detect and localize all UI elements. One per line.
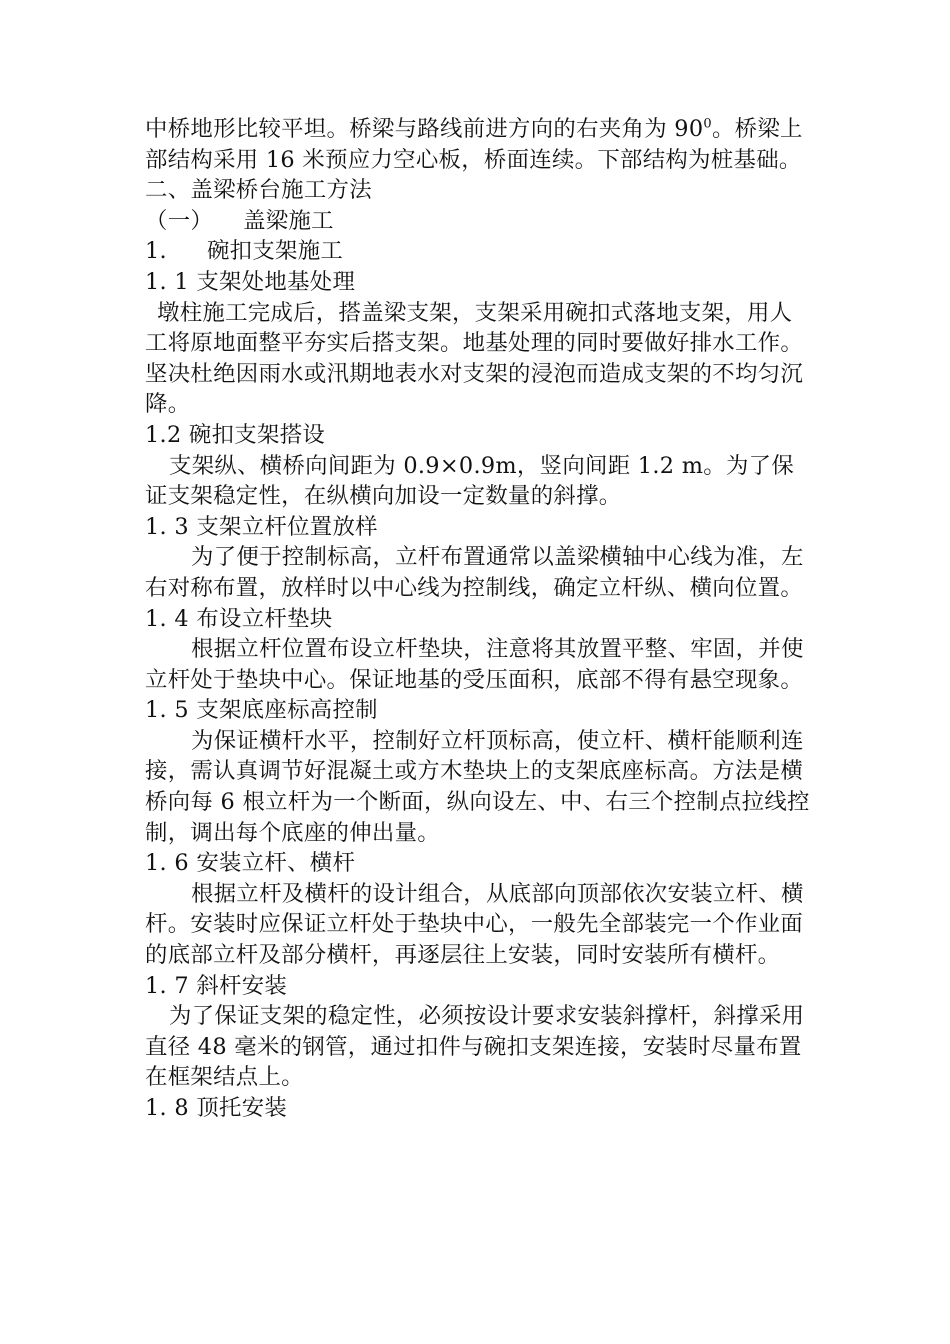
subsection-heading xyxy=(145,206,815,237)
paragraph-1-1: 墩柱施工完成后，搭盖梁支架，支架采用碗扣式落地支架，用人工将原地面整平夯实后搭支架。地基处理的同时要做好排水工作。坚决杜绝因雨水或汛期地表水对支架的浸泡而造成支架的不均匀沉降。 xyxy=(145,299,804,418)
heading-1-7: 1. 7 斜杆安装 xyxy=(145,972,288,999)
item-title: 碗扣支架施工 xyxy=(206,238,344,265)
heading-1-4: 1. 4 布设立杆垫块 xyxy=(145,605,333,632)
section-heading: 二、盖梁桥台施工方法 xyxy=(145,177,372,204)
angle-superscript: 0 xyxy=(703,116,712,132)
intro-text-b: 。桥梁上部结构采用 16 米预应力空心板，桥面连续。下部结构为桩基础。 xyxy=(145,116,803,173)
paragraph-1-2: 支架纵、横桥向间距为 0.9×0.9m，竖向间距 1.2 m。为了保证支架稳定性，在纵横向加设一定数量的斜撑。 xyxy=(145,452,795,510)
heading-1-3: 1. 3 支架立杆位置放样 xyxy=(145,513,378,540)
subsection-number: （一） xyxy=(145,207,214,234)
heading-1-1: 1. 1 支架处地基处理 xyxy=(145,268,356,295)
intro-paragraph xyxy=(145,114,815,175)
heading-1-2: 1.2 碗扣支架搭设 xyxy=(145,421,326,448)
paragraph-1-6: 根据立杆及横杆的设计组合，从底部向顶部依次安装立杆、横杆。安装时应保证立杆处于垫块中心，一般先全部装完一个作业面的底部立杆及部分横杆，再逐层往上安装，同时安装所有横杆。 xyxy=(145,880,804,969)
heading-1-8: 1. 8 顶托安装 xyxy=(145,1095,288,1121)
heading-1-6: 1. 6 安装立杆、横杆 xyxy=(145,850,356,877)
item-number: 1. xyxy=(145,238,167,265)
item-heading xyxy=(145,236,815,267)
heading-1-5: 1. 5 支架底座标高控制 xyxy=(145,697,378,724)
intro-text-a: 中桥地形比较平坦。桥梁与路线前进方向的右夹角为 90 xyxy=(145,116,704,142)
paragraph-1-7: 为了保证支架的稳定性，必须按设计要求安装斜撑杆，斜撑采用直径 48 毫米的钢管，通过扣件与碗扣支架连接，安装时尽量布置在框架结点上。 xyxy=(145,1003,805,1091)
paragraph-1-5: 为保证横杆水平，控制好立杆顶标高，使立杆、横杆能顺利连接，需认真调节好混凝土或方木垫块上的支架底座标高。方法是横桥向每 6 根立杆为一个断面，纵向设左、中、右三个控制点拉线控制，调出每个底座的伸出量。 xyxy=(145,727,810,846)
paragraph-1-4: 根据立杆位置布设立杆垫块，注意将其放置平整、牢固，并使立杆处于垫块中心。保证地基的受压面积，底部不得有悬空现象。 xyxy=(145,636,804,693)
subsection-title: 盖梁施工 xyxy=(243,207,334,234)
document-page xyxy=(145,114,815,1124)
paragraph-1-3: 为了便于控制标高，立杆布置通常以盖梁横轴中心线为准，左右对称布置，放样时以中心线为控制线，确定立杆纵、横向位置。 xyxy=(145,544,804,601)
